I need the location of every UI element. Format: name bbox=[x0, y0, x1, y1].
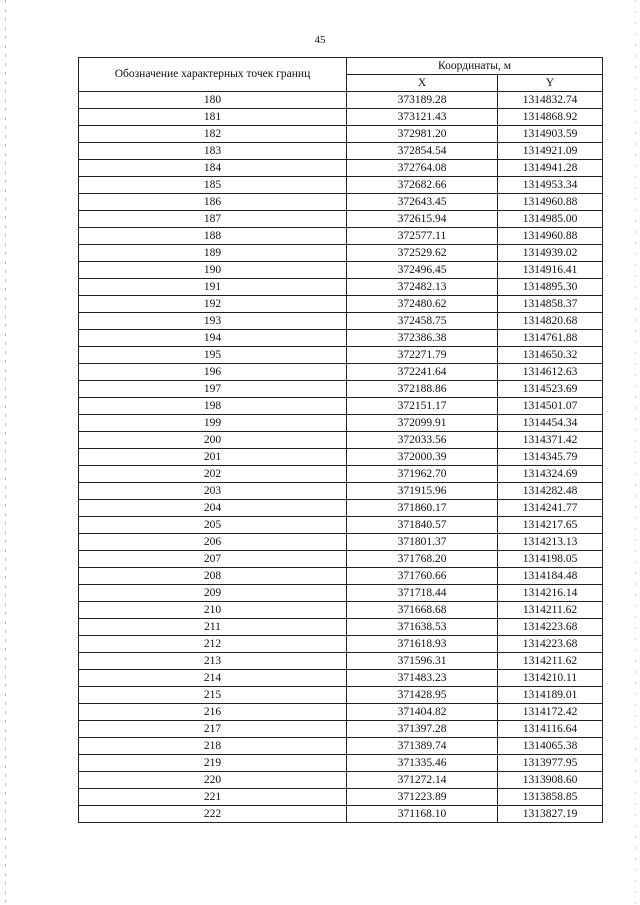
x-coordinate-cell: 373121.43 bbox=[347, 109, 498, 126]
point-id-cell: 184 bbox=[79, 160, 347, 177]
y-coordinate-cell: 1314985.00 bbox=[498, 211, 603, 228]
table-row bbox=[79, 755, 603, 772]
x-coordinate-cell: 372764.08 bbox=[347, 160, 498, 177]
y-coordinate-cell: 1314371.42 bbox=[498, 432, 603, 449]
y-coordinate-cell: 1314903.59 bbox=[498, 126, 603, 143]
point-id-cell: 194 bbox=[79, 330, 347, 347]
table-row bbox=[79, 228, 603, 245]
y-coordinate-cell: 1314189.01 bbox=[498, 687, 603, 704]
x-coordinate-cell: 371760.66 bbox=[347, 568, 498, 585]
point-id-cell: 206 bbox=[79, 534, 347, 551]
point-id-cell: 211 bbox=[79, 619, 347, 636]
y-coordinate-cell: 1314211.62 bbox=[498, 602, 603, 619]
y-coordinate-cell: 1314172.42 bbox=[498, 704, 603, 721]
x-coordinate-cell: 371860.17 bbox=[347, 500, 498, 517]
table-row bbox=[79, 296, 603, 313]
table-row bbox=[79, 653, 603, 670]
y-coordinate-cell: 1314198.05 bbox=[498, 551, 603, 568]
y-coordinate-cell: 1314953.34 bbox=[498, 177, 603, 194]
table-row bbox=[79, 109, 603, 126]
x-coordinate-cell: 372643.45 bbox=[347, 194, 498, 211]
x-coordinate-cell: 371335.46 bbox=[347, 755, 498, 772]
x-coordinate-cell: 371483.23 bbox=[347, 670, 498, 687]
x-coordinate-cell: 371638.53 bbox=[347, 619, 498, 636]
page-number: 45 bbox=[314, 34, 326, 46]
y-coordinate-cell: 1314858.37 bbox=[498, 296, 603, 313]
table-row bbox=[79, 92, 603, 109]
x-coordinate-cell: 372529.62 bbox=[347, 245, 498, 262]
x-coordinate-cell: 372854.54 bbox=[347, 143, 498, 160]
scan-edge-right bbox=[635, 0, 636, 905]
point-id-cell: 221 bbox=[79, 789, 347, 806]
table-row bbox=[79, 194, 603, 211]
x-coordinate-cell: 371389.74 bbox=[347, 738, 498, 755]
table-row bbox=[79, 534, 603, 551]
y-coordinate-cell: 1314223.68 bbox=[498, 636, 603, 653]
table-row bbox=[79, 449, 603, 466]
x-coordinate-cell: 372151.17 bbox=[347, 398, 498, 415]
x-coordinate-cell: 372496.45 bbox=[347, 262, 498, 279]
x-coordinate-cell: 373189.28 bbox=[347, 92, 498, 109]
point-id-cell: 207 bbox=[79, 551, 347, 568]
x-coordinate-cell: 372682.66 bbox=[347, 177, 498, 194]
y-coordinate-cell: 1314324.69 bbox=[498, 466, 603, 483]
x-coordinate-cell: 372099.91 bbox=[347, 415, 498, 432]
point-id-cell: 191 bbox=[79, 279, 347, 296]
table-row bbox=[79, 551, 603, 568]
table-row bbox=[79, 432, 603, 449]
y-coordinate-cell: 1314345.79 bbox=[498, 449, 603, 466]
point-id-cell: 197 bbox=[79, 381, 347, 398]
point-id-cell: 198 bbox=[79, 398, 347, 415]
table-row bbox=[79, 789, 603, 806]
x-coordinate-cell: 371618.93 bbox=[347, 636, 498, 653]
x-coordinate-cell: 371668.68 bbox=[347, 602, 498, 619]
y-coordinate-cell: 1314213.13 bbox=[498, 534, 603, 551]
point-id-cell: 218 bbox=[79, 738, 347, 755]
x-coordinate-cell: 372615.94 bbox=[347, 211, 498, 228]
point-id-cell: 214 bbox=[79, 670, 347, 687]
x-coordinate-cell: 372458.75 bbox=[347, 313, 498, 330]
point-id-cell: 201 bbox=[79, 449, 347, 466]
x-coordinate-cell: 372241.64 bbox=[347, 364, 498, 381]
point-id-cell: 210 bbox=[79, 602, 347, 619]
y-coordinate-cell: 1314921.09 bbox=[498, 143, 603, 160]
point-id-cell: 204 bbox=[79, 500, 347, 517]
point-id-cell: 196 bbox=[79, 364, 347, 381]
point-id-cell: 185 bbox=[79, 177, 347, 194]
point-id-cell: 181 bbox=[79, 109, 347, 126]
y-coordinate-cell: 1314941.28 bbox=[498, 160, 603, 177]
table-row bbox=[79, 262, 603, 279]
x-coordinate-cell: 371718.44 bbox=[347, 585, 498, 602]
y-coordinate-cell: 1314211.62 bbox=[498, 653, 603, 670]
table-row bbox=[79, 772, 603, 789]
x-coordinate-cell: 371404.82 bbox=[347, 704, 498, 721]
x-coordinate-cell: 372271.79 bbox=[347, 347, 498, 364]
x-coordinate-cell: 371840.57 bbox=[347, 517, 498, 534]
y-coordinate-cell: 1313827.19 bbox=[498, 806, 603, 823]
point-id-cell: 189 bbox=[79, 245, 347, 262]
x-coordinate-cell: 372482.13 bbox=[347, 279, 498, 296]
table-row bbox=[79, 245, 603, 262]
y-coordinate-cell: 1314216.14 bbox=[498, 585, 603, 602]
y-coordinate-cell: 1314612.63 bbox=[498, 364, 603, 381]
table-row bbox=[79, 347, 603, 364]
table-row bbox=[79, 177, 603, 194]
point-id-cell: 200 bbox=[79, 432, 347, 449]
x-coordinate-cell: 372480.62 bbox=[347, 296, 498, 313]
y-coordinate-cell: 1314217.65 bbox=[498, 517, 603, 534]
y-coordinate-cell: 1314820.68 bbox=[498, 313, 603, 330]
y-column-header: Y bbox=[498, 75, 603, 92]
y-coordinate-cell: 1313908.60 bbox=[498, 772, 603, 789]
table-body bbox=[79, 92, 603, 823]
table-row bbox=[79, 721, 603, 738]
point-id-cell: 180 bbox=[79, 92, 347, 109]
x-coordinate-cell: 371428.95 bbox=[347, 687, 498, 704]
points-column-header: Обозначение характерных точек границ bbox=[79, 58, 347, 92]
table-row bbox=[79, 381, 603, 398]
table-row bbox=[79, 500, 603, 517]
y-coordinate-cell: 1314832.74 bbox=[498, 92, 603, 109]
table-row bbox=[79, 585, 603, 602]
table-row bbox=[79, 313, 603, 330]
point-id-cell: 202 bbox=[79, 466, 347, 483]
x-coordinate-cell: 371915.96 bbox=[347, 483, 498, 500]
table-row bbox=[79, 330, 603, 347]
point-id-cell: 199 bbox=[79, 415, 347, 432]
y-coordinate-cell: 1314223.68 bbox=[498, 619, 603, 636]
x-coordinate-cell: 371801.37 bbox=[347, 534, 498, 551]
coordinates-table bbox=[78, 57, 603, 823]
x-coordinate-cell: 372386.38 bbox=[347, 330, 498, 347]
y-coordinate-cell: 1314960.88 bbox=[498, 228, 603, 245]
point-id-cell: 203 bbox=[79, 483, 347, 500]
point-id-cell: 222 bbox=[79, 806, 347, 823]
y-coordinate-cell: 1314523.69 bbox=[498, 381, 603, 398]
point-id-cell: 182 bbox=[79, 126, 347, 143]
table-row bbox=[79, 279, 603, 296]
x-coordinate-cell: 371223.89 bbox=[347, 789, 498, 806]
table-row bbox=[79, 687, 603, 704]
x-coordinate-cell: 372981.20 bbox=[347, 126, 498, 143]
table-row bbox=[79, 160, 603, 177]
x-coordinate-cell: 371596.31 bbox=[347, 653, 498, 670]
x-coordinate-cell: 371768.20 bbox=[347, 551, 498, 568]
table-row bbox=[79, 466, 603, 483]
y-coordinate-cell: 1313858.85 bbox=[498, 789, 603, 806]
y-coordinate-cell: 1314895.30 bbox=[498, 279, 603, 296]
point-id-cell: 190 bbox=[79, 262, 347, 279]
y-coordinate-cell: 1314916.41 bbox=[498, 262, 603, 279]
y-coordinate-cell: 1314282.48 bbox=[498, 483, 603, 500]
point-id-cell: 213 bbox=[79, 653, 347, 670]
y-coordinate-cell: 1314116.64 bbox=[498, 721, 603, 738]
point-id-cell: 187 bbox=[79, 211, 347, 228]
y-coordinate-cell: 1314868.92 bbox=[498, 109, 603, 126]
point-id-cell: 208 bbox=[79, 568, 347, 585]
point-id-cell: 219 bbox=[79, 755, 347, 772]
y-coordinate-cell: 1314210.11 bbox=[498, 670, 603, 687]
x-coordinate-cell: 372033.56 bbox=[347, 432, 498, 449]
point-id-cell: 217 bbox=[79, 721, 347, 738]
x-coordinate-cell: 371272.14 bbox=[347, 772, 498, 789]
point-id-cell: 220 bbox=[79, 772, 347, 789]
y-coordinate-cell: 1313977.95 bbox=[498, 755, 603, 772]
table-row bbox=[79, 143, 603, 160]
y-coordinate-cell: 1314960.88 bbox=[498, 194, 603, 211]
point-id-cell: 192 bbox=[79, 296, 347, 313]
point-id-cell: 186 bbox=[79, 194, 347, 211]
x-coordinate-cell: 372188.86 bbox=[347, 381, 498, 398]
y-coordinate-cell: 1314939.02 bbox=[498, 245, 603, 262]
y-coordinate-cell: 1314454.34 bbox=[498, 415, 603, 432]
coordinates-column-header: Координаты, м bbox=[347, 58, 603, 75]
table-row bbox=[79, 704, 603, 721]
point-id-cell: 193 bbox=[79, 313, 347, 330]
table-row bbox=[79, 568, 603, 585]
point-id-cell: 215 bbox=[79, 687, 347, 704]
y-coordinate-cell: 1314184.48 bbox=[498, 568, 603, 585]
point-id-cell: 212 bbox=[79, 636, 347, 653]
point-id-cell: 209 bbox=[79, 585, 347, 602]
table-row bbox=[79, 602, 603, 619]
point-id-cell: 216 bbox=[79, 704, 347, 721]
y-coordinate-cell: 1314241.77 bbox=[498, 500, 603, 517]
x-column-header: X bbox=[347, 75, 498, 92]
point-id-cell: 183 bbox=[79, 143, 347, 160]
table-row bbox=[79, 211, 603, 228]
table-row bbox=[79, 483, 603, 500]
table-row bbox=[79, 619, 603, 636]
y-coordinate-cell: 1314501.07 bbox=[498, 398, 603, 415]
y-coordinate-cell: 1314065.38 bbox=[498, 738, 603, 755]
x-coordinate-cell: 371168.10 bbox=[347, 806, 498, 823]
point-id-cell: 195 bbox=[79, 347, 347, 364]
table-row bbox=[79, 806, 603, 823]
table-row bbox=[79, 517, 603, 534]
x-coordinate-cell: 371397.28 bbox=[347, 721, 498, 738]
x-coordinate-cell: 372000.39 bbox=[347, 449, 498, 466]
y-coordinate-cell: 1314650.32 bbox=[498, 347, 603, 364]
table-row bbox=[79, 126, 603, 143]
table-row bbox=[79, 398, 603, 415]
table-header bbox=[79, 58, 603, 92]
x-coordinate-cell: 372577.11 bbox=[347, 228, 498, 245]
table-row bbox=[79, 738, 603, 755]
scan-edge-left bbox=[5, 0, 6, 905]
table-row bbox=[79, 415, 603, 432]
table-row bbox=[79, 670, 603, 687]
x-coordinate-cell: 371962.70 bbox=[347, 466, 498, 483]
y-coordinate-cell: 1314761.88 bbox=[498, 330, 603, 347]
point-id-cell: 205 bbox=[79, 517, 347, 534]
table-row bbox=[79, 636, 603, 653]
table-row bbox=[79, 364, 603, 381]
point-id-cell: 188 bbox=[79, 228, 347, 245]
header-row-top bbox=[79, 58, 603, 75]
